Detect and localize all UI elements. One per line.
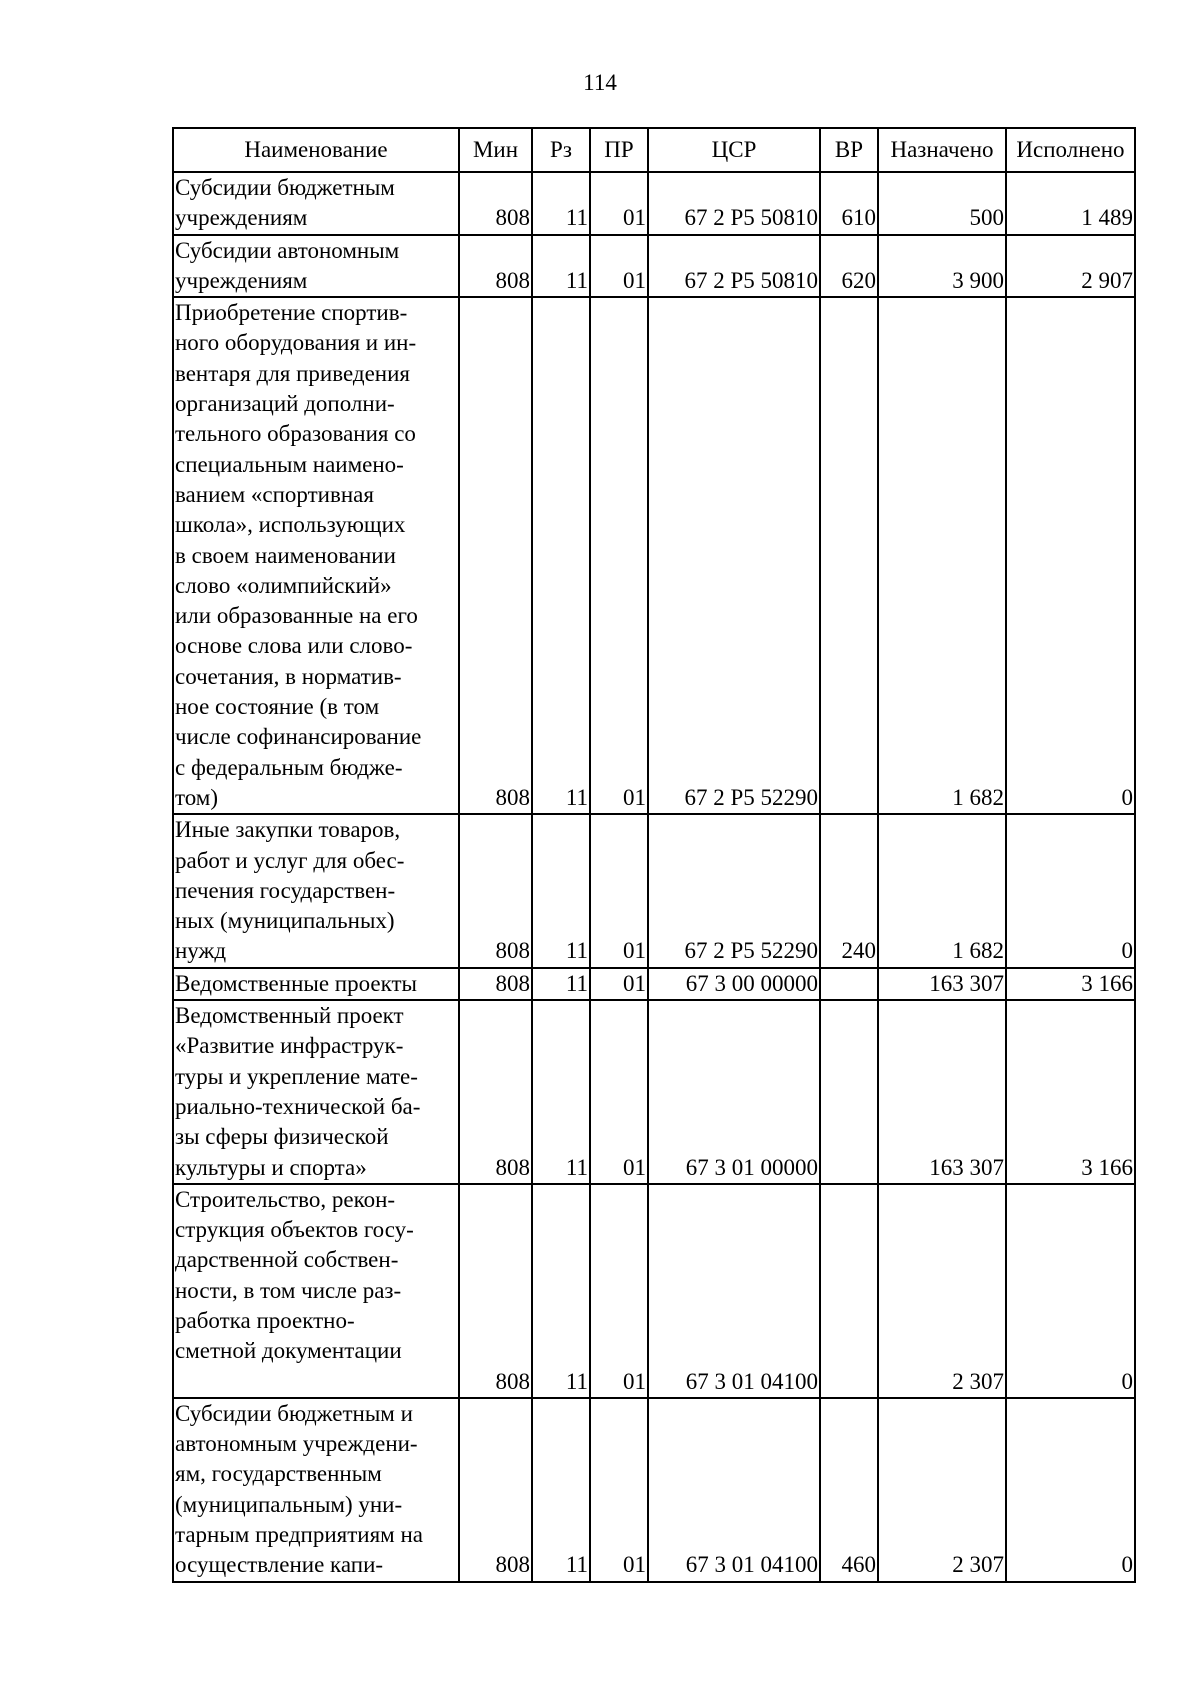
name-line: работка проектно- bbox=[175, 1307, 355, 1333]
cell-csr: 67 2 P5 50810 bbox=[648, 235, 820, 298]
name-line: учреждениям bbox=[175, 205, 308, 231]
cell-csr: 67 3 01 04100 bbox=[648, 1184, 820, 1398]
name-line: в своем наименовании bbox=[175, 542, 396, 568]
name-line: Ведомственные проекты bbox=[175, 970, 417, 996]
cell-csr: 67 2 P5 50810 bbox=[648, 172, 820, 235]
header-csr: ЦСР bbox=[648, 128, 820, 172]
name-line: Субсидии бюджетным bbox=[175, 175, 395, 200]
cell-assigned: 500 bbox=[878, 172, 1006, 235]
table-row bbox=[173, 1184, 1135, 1398]
cell-min: 808 bbox=[459, 1398, 532, 1582]
cell-min: 808 bbox=[459, 1184, 532, 1398]
cell-vr: 460 bbox=[820, 1398, 878, 1582]
cell-vr bbox=[820, 1000, 878, 1184]
name-line: печения государствен- bbox=[175, 877, 396, 903]
name-line: ванием «спортивная bbox=[175, 481, 374, 507]
name-line: зы сферы физической bbox=[175, 1124, 389, 1150]
name-line: струкция объектов госу- bbox=[175, 1217, 414, 1243]
cell-name bbox=[173, 235, 459, 298]
cell-csr: 67 3 00 00000 bbox=[648, 968, 820, 1000]
cell-pr: 01 bbox=[590, 814, 648, 967]
name-line: том) bbox=[175, 784, 219, 810]
cell-assigned: 163 307 bbox=[878, 1000, 1006, 1184]
name-line: культуры и спорта» bbox=[175, 1154, 367, 1180]
name-line: сметной документации bbox=[175, 1338, 402, 1364]
cell-rz: 11 bbox=[532, 1398, 590, 1582]
cell-pr: 01 bbox=[590, 1000, 648, 1184]
name-line: учреждениям bbox=[175, 267, 308, 293]
cell-executed: 0 bbox=[1006, 1398, 1135, 1582]
cell-rz: 11 bbox=[532, 235, 590, 298]
cell-assigned: 2 307 bbox=[878, 1398, 1006, 1582]
name-line: ного оборудования и ин- bbox=[175, 330, 417, 356]
cell-executed: 2 907 bbox=[1006, 235, 1135, 298]
cell-executed: 0 bbox=[1006, 1184, 1135, 1398]
name-line: числе софинансирование bbox=[175, 724, 422, 750]
name-line: организаций дополни- bbox=[175, 391, 395, 417]
name-line: тельного образования со bbox=[175, 421, 416, 447]
cell-min: 808 bbox=[459, 814, 532, 967]
name-line: Строительство, рекон- bbox=[175, 1186, 396, 1212]
header-min: Мин bbox=[459, 128, 532, 172]
name-line: автономным учреждени- bbox=[175, 1431, 418, 1457]
name-line: вентаря для приведения bbox=[175, 360, 410, 386]
cell-pr: 01 bbox=[590, 968, 648, 1000]
cell-executed: 3 166 bbox=[1006, 1000, 1135, 1184]
table-header bbox=[173, 128, 1135, 172]
cell-pr: 01 bbox=[590, 1398, 648, 1582]
cell-vr: 620 bbox=[820, 235, 878, 298]
cell-rz: 11 bbox=[532, 172, 590, 235]
name-line: ное состояние (в том bbox=[175, 694, 380, 720]
name-line: слово «олимпийский» bbox=[175, 572, 392, 598]
cell-executed: 0 bbox=[1006, 814, 1135, 967]
cell-assigned: 163 307 bbox=[878, 968, 1006, 1000]
cell-vr bbox=[820, 968, 878, 1000]
table-row bbox=[173, 297, 1135, 814]
cell-vr: 610 bbox=[820, 172, 878, 235]
name-line: Ведомственный проект bbox=[175, 1003, 404, 1029]
header-rz: Рз bbox=[532, 128, 590, 172]
cell-assigned: 3 900 bbox=[878, 235, 1006, 298]
cell-assigned: 1 682 bbox=[878, 814, 1006, 967]
cell-assigned: 2 307 bbox=[878, 1184, 1006, 1398]
cell-rz: 11 bbox=[532, 968, 590, 1000]
header-vr: ВР bbox=[820, 128, 878, 172]
page-number: 114 bbox=[583, 70, 617, 95]
name-line: осуществление капи- bbox=[175, 1552, 384, 1578]
cell-assigned: 1 682 bbox=[878, 297, 1006, 814]
cell-csr: 67 3 01 00000 bbox=[648, 1000, 820, 1184]
name-line: Иные закупки товаров, bbox=[175, 817, 401, 843]
name-line: специальным наимено- bbox=[175, 451, 404, 477]
table-row bbox=[173, 1000, 1135, 1184]
name-line: сочетания, в норматив- bbox=[175, 663, 402, 689]
name-line: «Развитие инфраструк- bbox=[175, 1033, 404, 1059]
cell-min: 808 bbox=[459, 968, 532, 1000]
name-line: тарным предприятиям на bbox=[175, 1522, 423, 1548]
header-row bbox=[173, 128, 1135, 172]
cell-min: 808 bbox=[459, 1000, 532, 1184]
cell-name bbox=[173, 1184, 459, 1398]
table-row bbox=[173, 235, 1135, 298]
cell-name bbox=[173, 1000, 459, 1184]
name-line: ности, в том числе раз- bbox=[175, 1277, 402, 1303]
cell-rz: 11 bbox=[532, 1184, 590, 1398]
name-line: Приобретение спортив- bbox=[175, 300, 408, 326]
name-line: Субсидии бюджетным и bbox=[175, 1400, 413, 1426]
name-line: (муниципальным) уни- bbox=[175, 1491, 403, 1517]
name-line: Субсидии автономным bbox=[175, 237, 400, 263]
name-line bbox=[175, 1367, 457, 1397]
name-line: ных (муниципальных) bbox=[175, 908, 395, 934]
cell-pr: 01 bbox=[590, 1184, 648, 1398]
name-line: риально-технической ба- bbox=[175, 1093, 421, 1119]
budget-table bbox=[172, 127, 1136, 1583]
header-assigned: Назначено bbox=[878, 128, 1006, 172]
cell-rz: 11 bbox=[532, 1000, 590, 1184]
table-body bbox=[173, 172, 1135, 1582]
cell-csr: 67 3 01 04100 bbox=[648, 1398, 820, 1582]
name-line: школа», использующих bbox=[175, 512, 406, 538]
cell-name bbox=[173, 968, 459, 1000]
cell-vr: 240 bbox=[820, 814, 878, 967]
cell-pr: 01 bbox=[590, 172, 648, 235]
name-line: ям, государственным bbox=[175, 1461, 382, 1487]
cell-vr bbox=[820, 1184, 878, 1398]
header-name: Наименование bbox=[173, 128, 459, 172]
cell-min: 808 bbox=[459, 235, 532, 298]
table-row bbox=[173, 172, 1135, 235]
name-line: или образованные на его bbox=[175, 603, 418, 629]
cell-executed: 1 489 bbox=[1006, 172, 1135, 235]
cell-executed: 0 bbox=[1006, 297, 1135, 814]
table-row bbox=[173, 1398, 1135, 1582]
name-line: нужд bbox=[175, 938, 227, 964]
name-line: туры и укрепление мате- bbox=[175, 1063, 418, 1089]
cell-name bbox=[173, 1398, 459, 1582]
cell-csr: 67 2 P5 52290 bbox=[648, 814, 820, 967]
header-executed: Исполнено bbox=[1006, 128, 1135, 172]
cell-pr: 01 bbox=[590, 235, 648, 298]
name-line: с федеральным бюдже- bbox=[175, 754, 403, 780]
header-pr: ПР bbox=[590, 128, 648, 172]
cell-rz: 11 bbox=[532, 814, 590, 967]
cell-csr: 67 2 P5 52290 bbox=[648, 297, 820, 814]
table-row bbox=[173, 968, 1135, 1000]
cell-min: 808 bbox=[459, 172, 532, 235]
table-row bbox=[173, 814, 1135, 967]
cell-rz: 11 bbox=[532, 297, 590, 814]
name-line: основе слова или слово- bbox=[175, 633, 413, 659]
cell-name bbox=[173, 297, 459, 814]
name-line: дарственной собствен- bbox=[175, 1247, 399, 1273]
cell-pr: 01 bbox=[590, 297, 648, 814]
cell-name bbox=[173, 172, 459, 235]
cell-vr bbox=[820, 297, 878, 814]
cell-min: 808 bbox=[459, 297, 532, 814]
cell-executed: 3 166 bbox=[1006, 968, 1135, 1000]
name-line: работ и услуг для обес- bbox=[175, 847, 405, 873]
cell-name bbox=[173, 814, 459, 967]
